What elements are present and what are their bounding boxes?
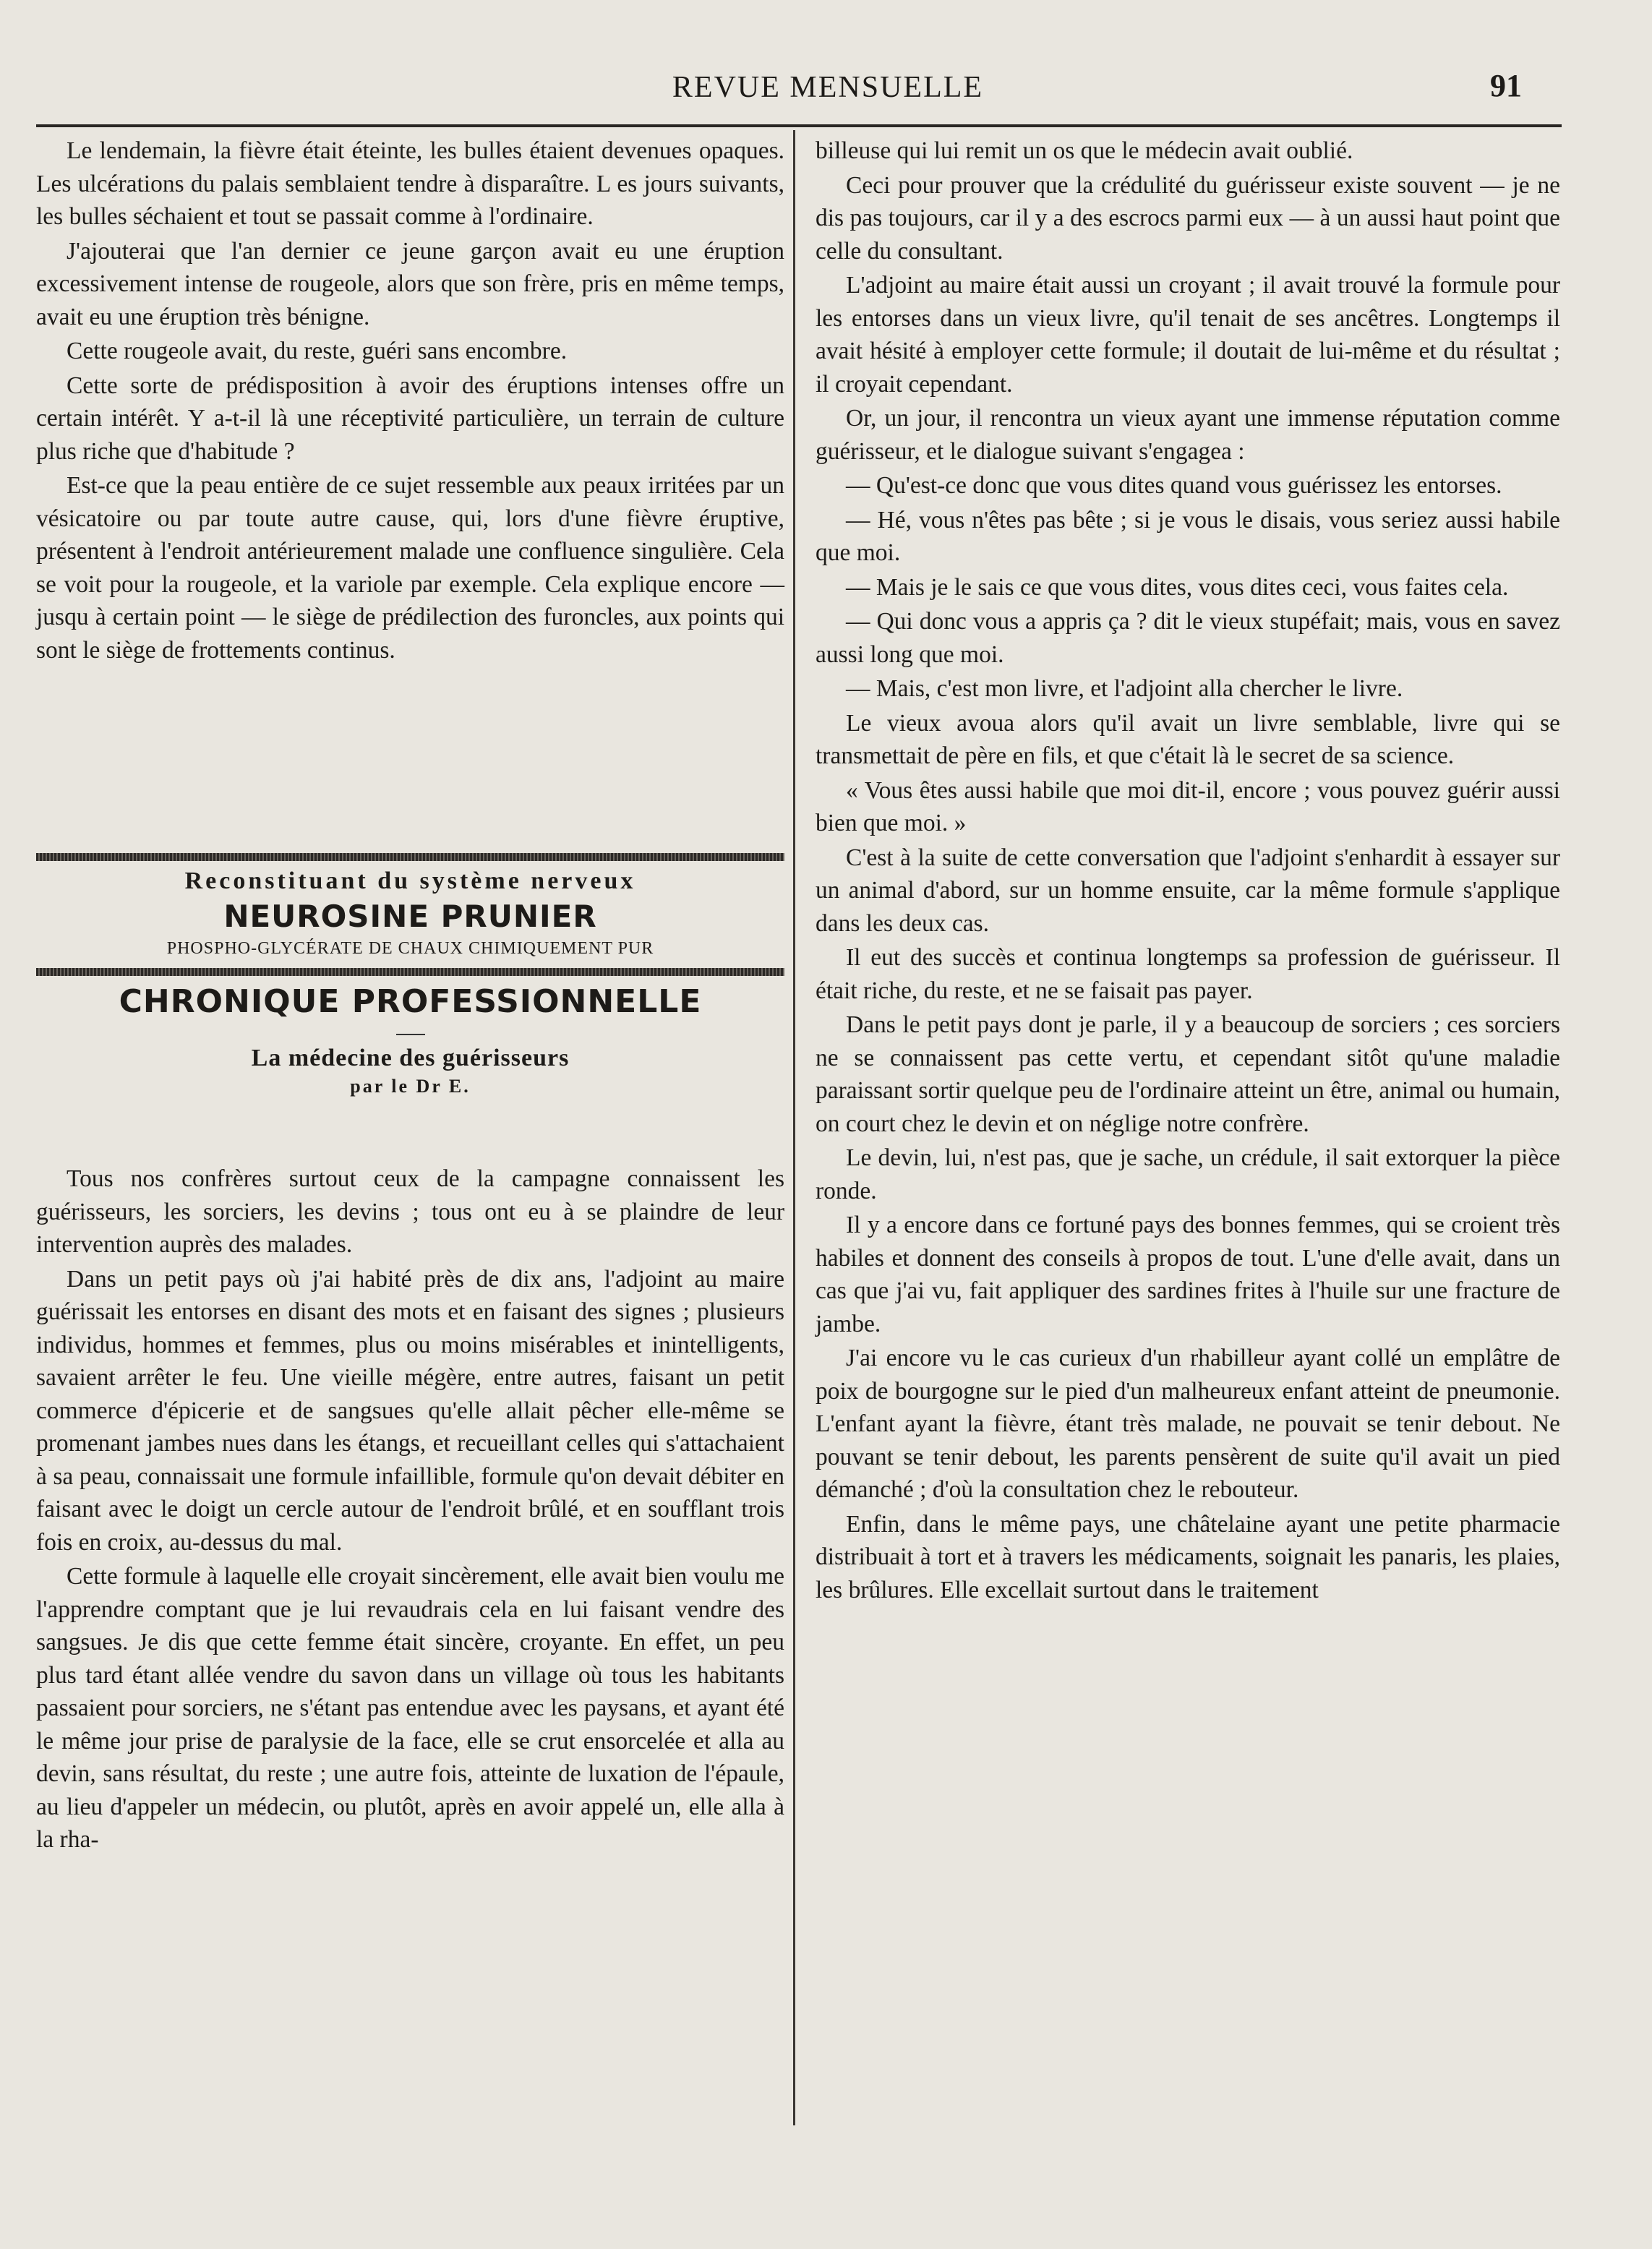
article-title: La médecine des guérisseurs (251, 1045, 570, 1071)
hatched-rule (36, 968, 784, 976)
header-rule (36, 124, 1562, 127)
paragraph: — Qu'est-ce donc que vous dites quand vous guérissez les entorses. (846, 472, 1502, 499)
paragraph: L'adjoint au maire était aussi un croyant ; il avait trouvé la formule pour les entorses dans un vieux livre, qu'il tenait de ses ancêtres. Longtemps il avait hésité à employer cette formule; il doutait de lui-même et du résultat ; il croyait cependant. (816, 272, 1560, 398)
hatched-rule (36, 853, 784, 861)
paragraph: — Mais, c'est mon livre, et l'adjoint alla chercher le livre. (846, 675, 1403, 702)
paragraph: Enfin, dans le même pays, une châtelaine ayant une petite pharmacie distribuait à tort et à travers les médicaments, soignait les panaris, les plaies, les brûlures. Elle excellait surtout dans le traitement (816, 1510, 1560, 1603)
article-byline: par le Dr E. (350, 1076, 471, 1097)
paragraph: C'est à la suite de cette conversation que l'adjoint s'enhardit à essayer sur un animal d'abord, sur un homme ensuite, car la même formule s'applique dans les deux cas. (816, 844, 1560, 937)
paragraph: Cette rougeole avait, du reste, guéri sans encombre. (67, 338, 568, 364)
paragraph: Dans le petit pays dont je parle, il y a beaucoup de sorciers ; ces sorciers ne se connaissent pas cette vertu, et cependant sitôt qu'une maladie paraissant sortir quelque peu de l'ordinaire atteint un être, animal ou humain, on court chez le devin et on néglige notre confrère. (816, 1011, 1560, 1137)
paragraph: Cette sorte de prédisposition à avoir des éruptions intenses offre un certain intérêt. Y a-t-il là une réceptivité particulière, un terrain de culture plus riche que d'habitude ? (36, 372, 784, 465)
paragraph: J'ai encore vu le cas curieux d'un rhabilleur ayant collé un emplâtre de poix de bourgogne sur le pied d'un malheureux enfant atteint de pneumonie. L'enfant ayant la fièvre, étant très malade, ne pouvait se tenir debout. Ne pouvant se tenir debout, les parents pensèrent de suite qu'il avait un pied démanché ; d'où la consultation chez le rebouteur. (816, 1345, 1560, 1503)
short-rule (396, 1034, 425, 1035)
paragraph: Dans un petit pays où j'ai habité près de dix ans, l'adjoint au maire guérissait les entorses en disant des mots et en faisant des signes ; plusieurs individus, hommes et femmes, plus ou moins misérables et inintelligents, savaient arrêter le feu. Une vieille mégère, entre autres, faisant un petit commerce d'épicerie et de sangsues qu'elle allait pêcher elle-même se promenant jambes nues dans les étangs, et recueillant celles qui s'attachaient à sa peau, connaissait une formule infaillible, formule qu'on devait débiter en faisant avec le doigt un cercle autour de l'endroit brûlé, et en soufflant trois fois en croix, au-dessus du mal. (36, 1265, 784, 1556)
paragraph: — Qui donc vous a appris ça ? dit le vieux stupéfait; mais, vous en savez aussi long que moi. (816, 608, 1560, 668)
left-column-bottom (36, 1162, 784, 1856)
page-number: 91 (1490, 68, 1522, 103)
section-heading: CHRONIQUE PROFESSIONNELLE (119, 983, 702, 1020)
paragraph: Le devin, lui, n'est pas, que je sache, un crédule, il sait extorquer la pièce ronde. (816, 1144, 1560, 1204)
paragraph: Tous nos confrères surtout ceux de la campagne connaissent les guérisseurs, les sorciers, les devins ; tous ont eu à se plaindre de leur intervention auprès des malades. (36, 1165, 784, 1258)
paragraph: Le lendemain, la fièvre était éteinte, les bulles étaient devenues opaques. Les ulcérations du palais semblaient tendre à disparaître. L es jours suivants, les bulles séchaient et tout se passait comme à l'ordinaire. (36, 137, 784, 230)
paragraph: — Mais je le sais ce que vous dites, vous dites ceci, vous faites cela. (846, 573, 1509, 601)
paragraph: Or, un jour, il rencontra un vieux ayant une immense réputation comme guérisseur, et le dialogue suivant s'engagea : (816, 405, 1560, 465)
paragraph: « Vous êtes aussi habile que moi dit-il, encore ; vous pouvez guérir aussi bien que moi. » (816, 776, 1560, 836)
paragraph: J'ajouterai que l'an dernier ce jeune garçon avait eu une éruption excessivement intense de rougeole, alors que son frère, pris en même temps, avait eu une éruption très bénigne. (36, 237, 784, 330)
right-column (816, 134, 1560, 1606)
paragraph: Ceci pour prouver que la crédulité du guérisseur existe souvent — je ne dis pas toujours, car il y a des escrocs parmi eux — à un aussi haut point que celle du consultant. (816, 171, 1560, 265)
advert-product-name: NEUROSINE PRUNIER (223, 899, 597, 934)
left-column-top (36, 134, 784, 667)
advert-and-section-header (36, 853, 784, 1099)
running-header-title: REVUE MENSUELLE (672, 71, 984, 104)
paragraph: Le vieux avoua alors qu'il avait un livre semblable, livre qui se transmettait de père en fils, et que c'était là le secret de sa science. (816, 709, 1560, 769)
paragraph: Cette formule à laquelle elle croyait sincèrement, elle avait bien voulu me l'apprendre comptant que je lui revaudrais cela en lui faisant vendre des sangsues. Je dis que cette femme était sincère, croyante. En effet, un peu plus tard étant allée vendre du savon dans un village où tous les habitants passaient pour sorciers, ne s'étant pas entendue avec les paysans, et ayant été le même jour prise de paralysie de la face, elle se crut ensorcelée et alla au devin, sans résultat, du reste ; une autre fois, atteinte de luxation de l'épaule, au lieu d'appeler un médecin, ou plutôt, après en avoir appelé un, elle alla à la rha- (36, 1563, 784, 1853)
paragraph: billeuse qui lui remit un os que le médecin avait oublié. (816, 137, 1353, 164)
paragraph: Est-ce que la peau entière de ce sujet ressemble aux peaux irritées par un vésicatoire ou par toute autre cause, qui, lors d'une fièvre éruptive, présentent à l'endroit antérieurement malade une confluence singulière. Cela se voit pour la rougeole, et la variole par exemple. Cela explique encore —jusqu à certain point — le siège de prédilection des furoncles, aux points qui sont le siège de frottements continus. (36, 472, 784, 664)
column-divider (793, 130, 795, 2125)
paragraph: Il eut des succès et continua longtemps sa profession de guérisseur. Il était riche, du reste, et ne se faisait pas payer. (816, 944, 1560, 1004)
paragraph: — Hé, vous n'êtes pas bête ; si je vous le disais, vous seriez aussi habile que moi. (816, 506, 1560, 566)
advert-description: PHOSPHO-GLYCÉRATE DE CHAUX CHIMIQUEMENT PUR (166, 939, 654, 958)
advert-tagline: Reconstituant du système nerveux (184, 868, 636, 894)
paragraph: Il y a encore dans ce fortuné pays des bonnes femmes, qui se croient très habiles et donnent des conseils à propos de tout. L'une d'elle avait, dans un cas que j'ai vu, fait appliquer des sardines frites à l'huile sur une fracture de jambe. (816, 1212, 1560, 1337)
